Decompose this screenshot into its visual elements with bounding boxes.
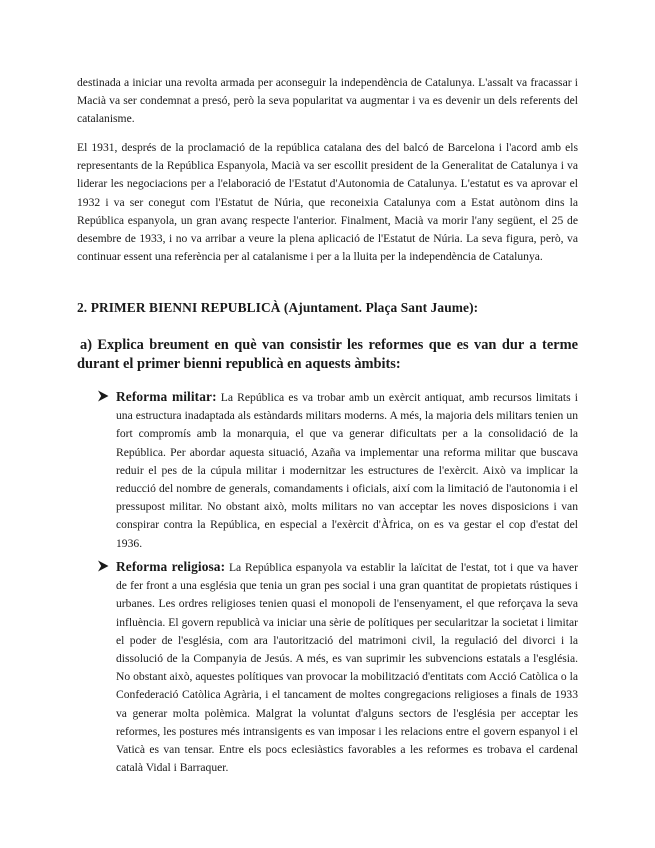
paragraph-1931: El 1931, després de la proclamació de la república catalana des del balcó de Barcelona i l'acord amb els representants de la República Espanyola, Macià va ser escollit president de la Generalitat de Catalunya i va liderar les negociacions per a l'elaboració de l'Estatut d'Autonomia de Catalunya. L'estatut es va aprovar el 1932 i va ser conegut com l'Estatut de Núria, que reconeixia Catalunya com a Estat autònom dins la República espanyola, un gran avanç respecte l'anterior. Finalment, Macià va morir l'any següent, el 25 de desembre de 1933, i no va arribar a veure la plena aplicació de l'Estatut de Núria. La seva figura, però, va continuar essent una referència per al catalanisme i per a la lluita per la independència de Catalunya. [77, 141, 578, 264]
section-title: 2. PRIMER BIENNI REPUBLICÀ (Ajuntament. Plaça Sant Jaume): [77, 300, 479, 315]
arrowhead-bullet-icon [97, 560, 109, 572]
bullet-reforma-militar [97, 388, 578, 553]
bullet-text: La República es va trobar amb un exèrcit antiquat, amb recursos limitats i una estructura inadaptada als estàndards militars moderns. A més, la majoria dels militars tenien un fort compromís amb la monarquia, el que va generar dificultats per a la consolidació de la República. Per abordar aquesta situació, Azaña va implementar una reforma militar que buscava reduir el pes de la cúpula militar i modernitzar les estructures de l'exèrcit. Això va implicar la reducció del nombre de generals, comandaments i oficials, així com la limitació de l'autonomia i el pressupost militar. No obstant això, molts militars no van acceptar les noves disposicions i van conspirar contra la República, en especial a l'exèrcit d'Àfrica, on es va gestar el cop d'estat del 1936. [116, 391, 578, 550]
bullet-reforma-religiosa [97, 558, 578, 777]
bullet-title: Reforma religiosa: [116, 559, 226, 574]
bullet-body [116, 388, 578, 553]
bullet-title: Reforma militar: [116, 389, 217, 404]
paragraph-intro: destinada a iniciar una revolta armada per aconseguir la independència de Catalunya. L'assalt va fracassar i Macià va ser condemnat a presó, però la seva popularitat va augmentar i va es devenir un dels referents del catalanisme. [77, 76, 578, 126]
bullet-body [116, 558, 578, 777]
question-heading: a) Explica breument en què van consistir les reformes que es van dur a terme durant el primer bienni republicà en aquests àmbits: [77, 337, 578, 372]
bullet-text: La República espanyola va establir la laïcitat de l'estat, tot i que va haver de fer front a una església que tenia un gran pes social i una gran quantitat de propietats rústiques i urbanes. Les ordres religioses tenien quasi el monopoli de l'ensenyament, el que reforçava la seva influència. El govern republicà va iniciar una sèrie de polítiques per secularitzar la societat i limitar el poder de l'església, com ara l'autorització del matrimoni civil, la regulació del divorci i la dissolució de la Companyia de Jesús. A més, es van suprimir les subvencions estatals a l'església. No obstant això, aquestes polítiques van provocar la mobilització d'entitats com Acció Catòlica o la Confederació Catòlica Agrària, i el tancament de moltes congregacions religioses a finals de 1933 va generar molta polèmica. Malgrat la voluntat d'alguns sectors de l'església per acceptar les reformes, les postures més intransigents es van imposar i les relacions entre el govern espanyol i el Vaticà es van tensar. Entre els pocs eclesiàstics favorables a les reformes es trobava el cardenal català Vidal i Barraquer. [116, 561, 578, 775]
arrowhead-bullet-icon [97, 390, 109, 402]
